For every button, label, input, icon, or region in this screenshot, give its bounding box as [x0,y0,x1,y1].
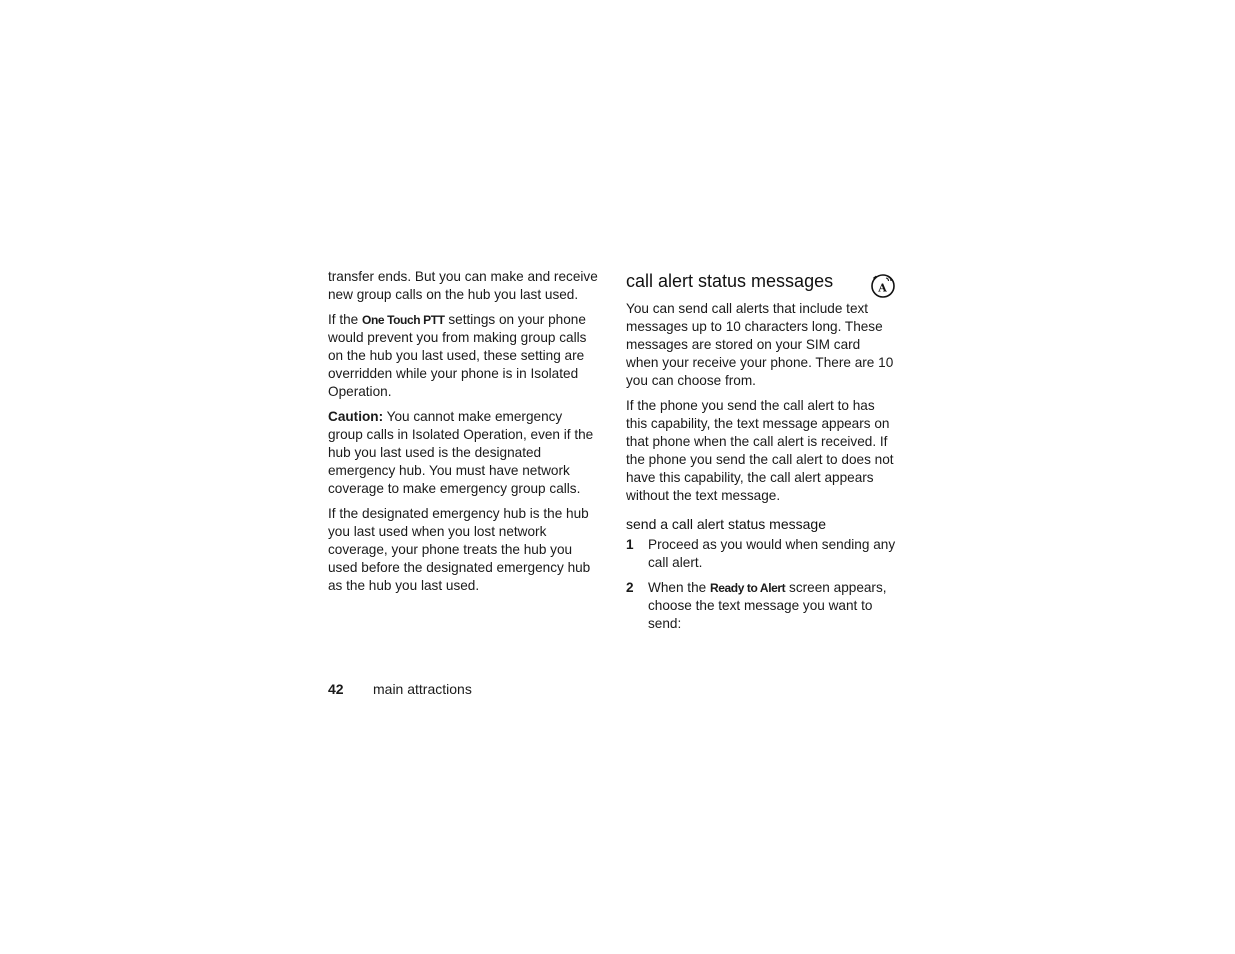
paragraph-emergency-hub: If the designated emergency hub is the hub you last used when you lost network coverage, your phone treats the hub you used before the designated emergency hub as the hub you last used. [328,506,591,593]
paragraph-one-touch-ptt [328,311,600,401]
page-number: 42 [328,681,344,697]
paragraph-call-alert-intro: You can send call alerts that include text messages up to 10 characters long. These messages are stored on your SIM card when your receive your phone. There are 10 you can choose from. [626,301,894,388]
caution-text: You cannot make emergency group calls in Isolated Operation, even if the hub you last used is the designated emergency hub. You must have network coverage to make emergency group calls. [328,409,594,496]
network-feature-icon [870,273,896,299]
paragraph-caution [328,408,600,498]
step-item [626,579,896,633]
step-number: 2 [626,580,634,595]
page-footer [328,680,472,698]
left-column [328,268,600,602]
step-text [648,579,896,633]
right-column [626,268,896,640]
paragraph-text: If the [328,312,363,327]
paragraph-call-alert-capability: If the phone you send the call alert to has this capability, the text message appears on that phone when the call alert is received. If the phone you send the call alert to does not have this capability, the call alert appears without the text message. [626,398,894,503]
step-text: Proceed as you would when sending any call alert. [648,537,896,570]
step-text-part: screen appears, choose the text message you want to send: [648,580,887,631]
subhead-send-call-alert: send a call alert status message [626,516,826,532]
step-item [626,536,896,572]
svg-text:A: A [878,281,887,295]
paragraph-transfer: transfer ends. But you can make and receive new group calls on the hub you last used. [328,269,598,302]
caution-label: Caution: [328,409,384,424]
footer-section-name: main attractions [373,681,472,697]
ui-term-ready-to-alert: Ready to Alert [709,581,786,595]
section-title: call alert status messages [626,271,834,291]
ui-term-one-touch-ptt: One Touch PTT [362,313,445,327]
step-text-part: When the [648,580,710,595]
step-number: 1 [626,537,634,552]
paragraph-text: settings on your phone would prevent you from making group calls on the hub you last used, these setting are overridden while your phone is in Isolated Operation. [328,312,587,399]
